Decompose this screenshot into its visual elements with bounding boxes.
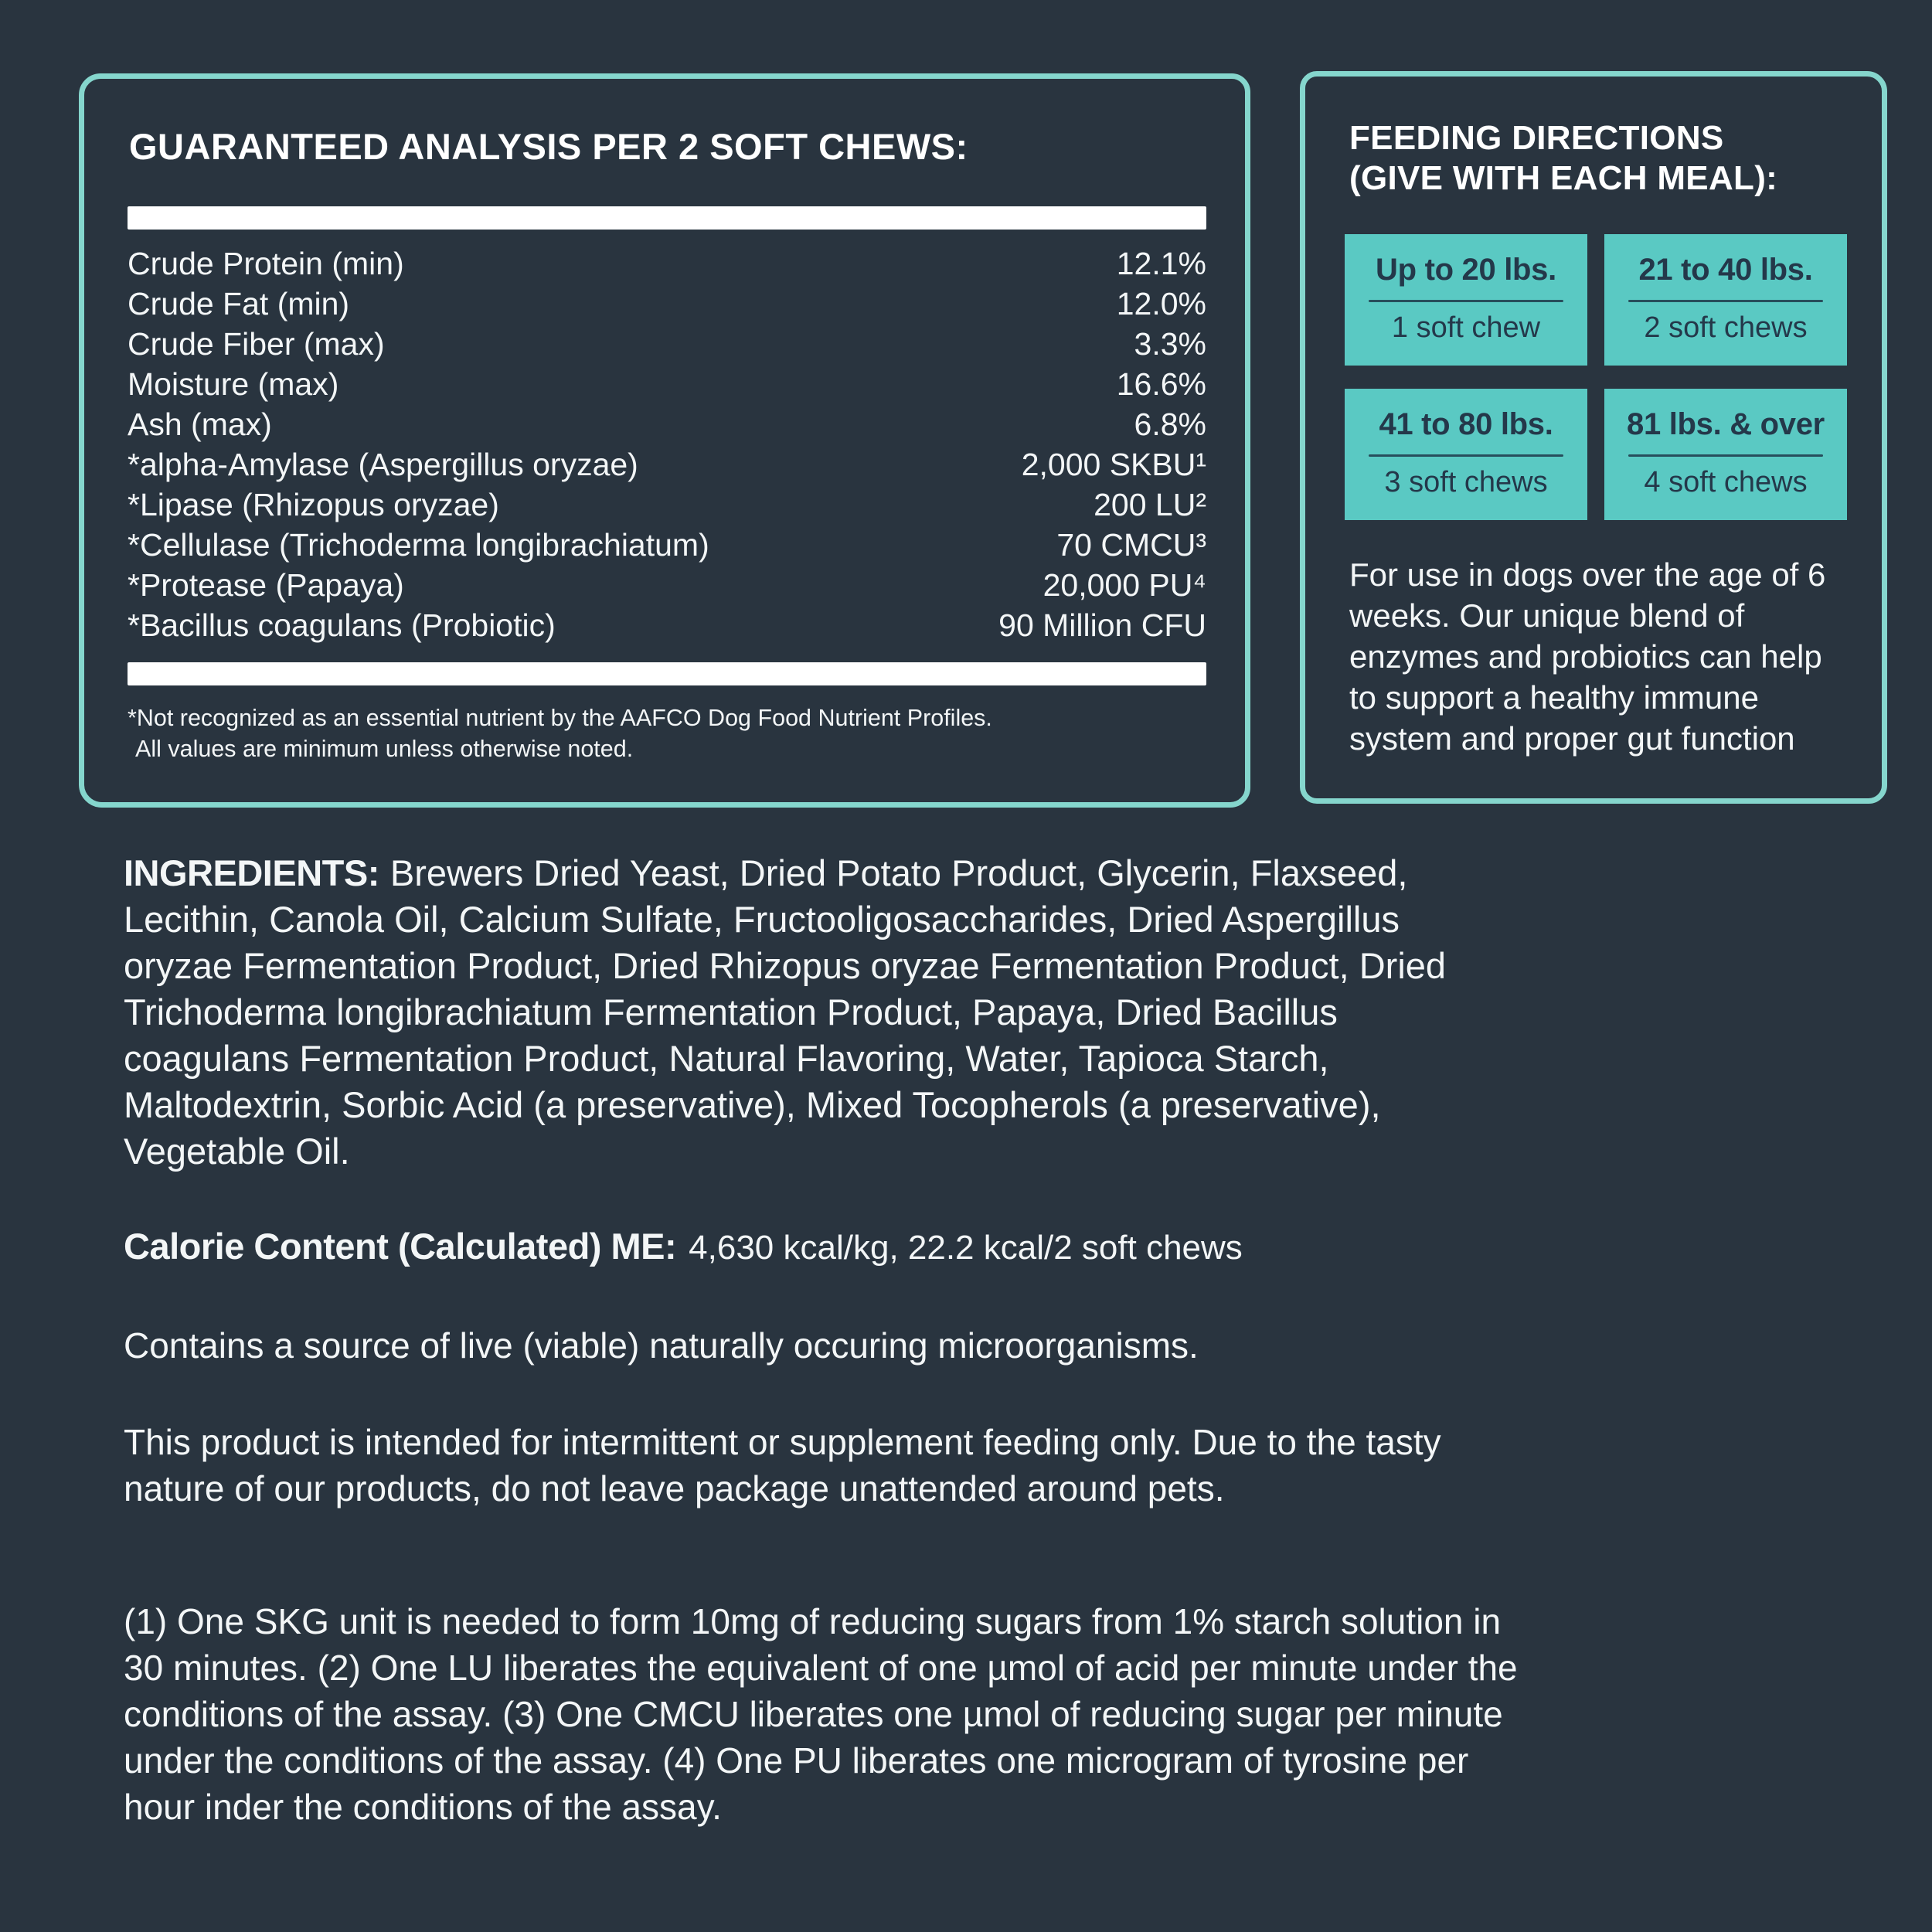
analysis-row-bacillus-coagulans (128, 605, 1206, 645)
feeding-cell-41-80 (1345, 389, 1587, 520)
weight-range: Up to 20 lbs. (1376, 253, 1556, 287)
weight-range: 81 lbs. & over (1627, 407, 1825, 441)
feeding-title-line2: (GIVE WITH EACH MEAL): (1349, 159, 1778, 197)
cell-divider (1628, 454, 1824, 457)
analysis-row-alpha-amylase (128, 444, 1206, 485)
analysis-row-crude-fiber (128, 324, 1206, 364)
ingredients-label: INGREDIENTS: (124, 852, 379, 893)
microorganisms-note: Contains a source of live (viable) naturally occuring microorganisms. (124, 1325, 1199, 1366)
analysis-title: GUARANTEED ANALYSIS PER 2 SOFT CHEWS: (129, 126, 968, 167)
divider-bar-bottom (128, 662, 1206, 685)
calorie-value: 4,630 kcal/kg, 22.2 kcal/2 soft chews (689, 1229, 1243, 1267)
feeding-title (1349, 118, 1847, 199)
dose: 4 soft chews (1644, 466, 1808, 498)
analysis-row-cellulase (128, 525, 1206, 565)
feeding-cell-21-40 (1604, 234, 1847, 366)
weight-range: 41 to 80 lbs. (1379, 407, 1553, 441)
cell-divider (1369, 300, 1564, 302)
dose: 2 soft chews (1644, 311, 1808, 344)
row-label: Crude Fat (min) (128, 286, 350, 321)
calorie-label: Calorie Content (Calculated) ME: (124, 1226, 677, 1267)
row-label: *alpha-Amylase (Aspergillus oryzae) (128, 447, 638, 482)
row-value: 90 Million CFU (998, 607, 1206, 643)
row-label: Ash (max) (128, 406, 272, 442)
row-label: *Bacillus coagulans (Probiotic) (128, 607, 556, 643)
row-label: *Cellulase (Trichoderma longibrachiatum) (128, 527, 709, 563)
feeding-cell-81-over (1604, 389, 1847, 520)
ingredients-paragraph (124, 850, 1499, 1175)
row-value: 200 LU² (1094, 487, 1206, 522)
guaranteed-analysis-panel (79, 73, 1250, 808)
row-value: 16.6% (1116, 366, 1206, 402)
dose: 1 soft chew (1391, 311, 1541, 344)
calorie-content (124, 1225, 1530, 1270)
ingredients-text: Brewers Dried Yeast, Dried Potato Product, Glycerin, Flaxseed, Lecithin, Canola Oil, Calcium Sulfate, Fructooligosaccharides, Dried Aspergillus oryzae Fermentation Product, Dried Rhizopus oryzae Fermentation Product, Dried Trichoderma longibrachiatum Fermentation Product, Papaya, Dried Bacillus coagulans Fermentation Product, Natural Flavoring, Water, Tapioca Starch, Maltodextrin, Sorbic Acid (a preservative), Mixed Tocopherols (a preservative), Vegetable Oil. (124, 852, 1447, 1172)
row-value: 3.3% (1134, 326, 1206, 362)
row-value: 12.1% (1116, 246, 1206, 281)
divider-bar-top (128, 206, 1206, 230)
footnote-line: *Not recognized as an essential nutrient by the AAFCO Dog Food Nutrient Profiles. (128, 705, 992, 731)
cell-divider (1628, 300, 1824, 302)
analysis-row-crude-fat (128, 284, 1206, 324)
row-label: Moisture (max) (128, 366, 339, 402)
row-value: 2,000 SKBU¹ (1021, 447, 1206, 482)
row-value: 6.8% (1134, 406, 1206, 442)
feeding-title-line1: FEEDING DIRECTIONS (1349, 119, 1724, 157)
footnote-line: All values are minimum unless otherwise noted. (135, 736, 634, 762)
unit-definition-notes: (1) One SKG unit is needed to form 10mg of reducing sugars from 1% starch solution in 30 minutes. (2) One LU liberates the equivalent of one µmol of acid per minute under the conditions of the assay. (3) One CMCU liberates one µmol of reducing sugar per minute under the conditions of the assay. (4) One PU liberates one microgram of tyrosine per hour inder the conditions of the assay. (124, 1601, 1518, 1827)
analysis-row-crude-protein (128, 243, 1206, 284)
row-label: Crude Fiber (max) (128, 326, 385, 362)
analysis-row-lipase (128, 485, 1206, 525)
intermittent-feeding-note: This product is intended for intermittent or supplement feeding only. Due to the tasty nature of our products, do not leave package unattended around pets. (124, 1422, 1441, 1509)
feeding-cell-up-to-20 (1345, 234, 1587, 366)
analysis-row-moisture (128, 364, 1206, 404)
row-value: 70 CMCU³ (1056, 527, 1206, 563)
dose: 3 soft chews (1384, 466, 1548, 498)
analysis-rows (128, 243, 1206, 645)
analysis-footnote (128, 702, 1206, 764)
row-value: 20,000 PU⁴ (1043, 567, 1206, 603)
analysis-row-ash (128, 404, 1206, 444)
row-label: *Lipase (Rhizopus oryzae) (128, 487, 499, 522)
row-label: Crude Protein (min) (128, 246, 404, 281)
feeding-note: For use in dogs over the age of 6 weeks. Our unique blend of enzymes and probiotics can help to support a healthy immune system and proper gut function (1349, 556, 1826, 757)
feeding-directions-panel (1300, 71, 1887, 804)
weight-range: 21 to 40 lbs. (1638, 253, 1813, 287)
analysis-row-protease (128, 565, 1206, 605)
cell-divider (1369, 454, 1564, 457)
row-label: *Protease (Papaya) (128, 567, 404, 603)
feeding-dose-grid (1345, 234, 1847, 520)
row-value: 12.0% (1116, 286, 1206, 321)
